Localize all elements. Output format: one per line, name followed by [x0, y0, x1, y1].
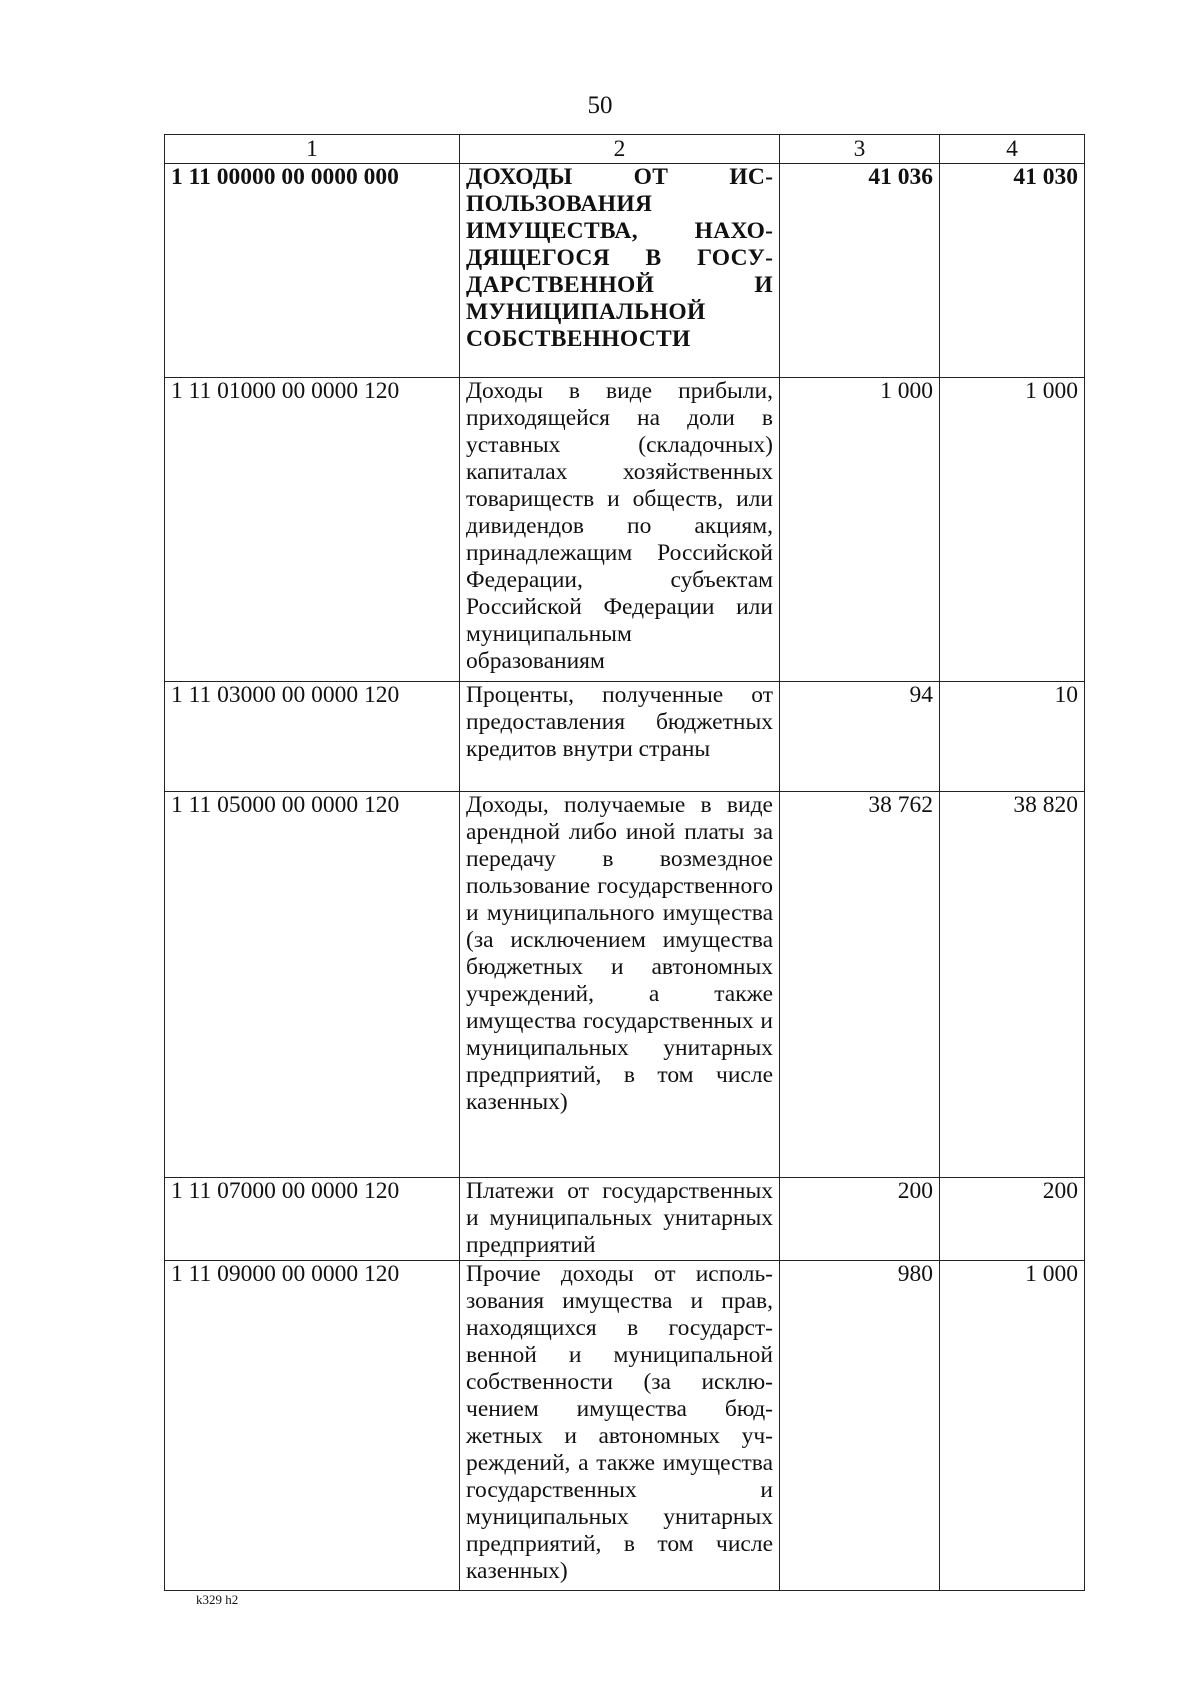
table-row — [165, 378, 1085, 682]
column-header-1: 1 — [165, 135, 460, 164]
row-description: Доходы в виде прибыли, приходящейся на доли в уставных (складочных) капиталах хозяйственных товариществ и обществ, или дивидендов по акциям, принадлежащим Российской Федерации, субъектам Российской Федерации или муниципальным образованиям — [460, 378, 780, 682]
row-value-3: 980 — [780, 1261, 940, 1591]
row-value-3: 200 — [780, 1178, 940, 1261]
row-value-4: 10 — [940, 682, 1085, 792]
row-value-4: 38 820 — [940, 792, 1085, 1178]
column-header-2: 2 — [460, 135, 780, 164]
column-header-3: 3 — [780, 135, 940, 164]
table-header-row — [165, 135, 1085, 164]
table-row — [165, 1178, 1085, 1261]
row-description: Платежи от государственных и муниципальных унитарных предприятий — [460, 1178, 780, 1261]
page-number: 50 — [587, 92, 613, 119]
row-code: 1 11 09000 00 0000 120 — [165, 1261, 460, 1591]
table-row — [165, 164, 1085, 378]
row-value-3: 1 000 — [780, 378, 940, 682]
row-value-4: 1 000 — [940, 378, 1085, 682]
footer-mark: k329 h2 — [196, 1592, 239, 1607]
row-description: Доходы, получаемые в виде арендной либо иной платы за передачу в возмездное пользование государственного и муниципального имущества (за исключением имущества бюджетных и автономных учреждений, а также имущества государственных и муниципальных унитарных предприятий, в том числе казенных) — [460, 792, 780, 1178]
row-description: Прочие доходы от использования имущества и прав, находящихся в государственной и муниципальной собственности (за исключением имущества бюджетных и автономных учреждений, а также имущества государственных и муниципальных унитарных предприятий, в том числе казенных) — [460, 1261, 780, 1591]
row-value-3: 94 — [780, 682, 940, 792]
row-value-4: 41 030 — [940, 164, 1085, 378]
row-code: 1 11 01000 00 0000 120 — [165, 378, 460, 682]
column-header-4: 4 — [940, 135, 1085, 164]
table-row — [165, 792, 1085, 1178]
table-row — [165, 1261, 1085, 1591]
row-value-3: 38 762 — [780, 792, 940, 1178]
budget-table — [164, 134, 1085, 1591]
row-description: ДОХОДЫ ОТ ИСПОЛЬЗОВАНИЯ ИМУЩЕСТВА, НАХОДЯЩЕГОСЯ В ГОСУДАРСТВЕННОЙ И МУНИЦИПАЛЬНОЙ СОБСТВЕННОСТИ — [460, 164, 780, 378]
row-code: 1 11 05000 00 0000 120 — [165, 792, 460, 1178]
row-code: 1 11 00000 00 0000 000 — [165, 164, 460, 378]
row-value-4: 1 000 — [940, 1261, 1085, 1591]
row-code: 1 11 07000 00 0000 120 — [165, 1178, 460, 1261]
row-code: 1 11 03000 00 0000 120 — [165, 682, 460, 792]
table-row — [165, 682, 1085, 792]
row-value-3: 41 036 — [780, 164, 940, 378]
row-value-4: 200 — [940, 1178, 1085, 1261]
row-description: Проценты, полученные от предоставления бюджетных кредитов внутри страны — [460, 682, 780, 792]
